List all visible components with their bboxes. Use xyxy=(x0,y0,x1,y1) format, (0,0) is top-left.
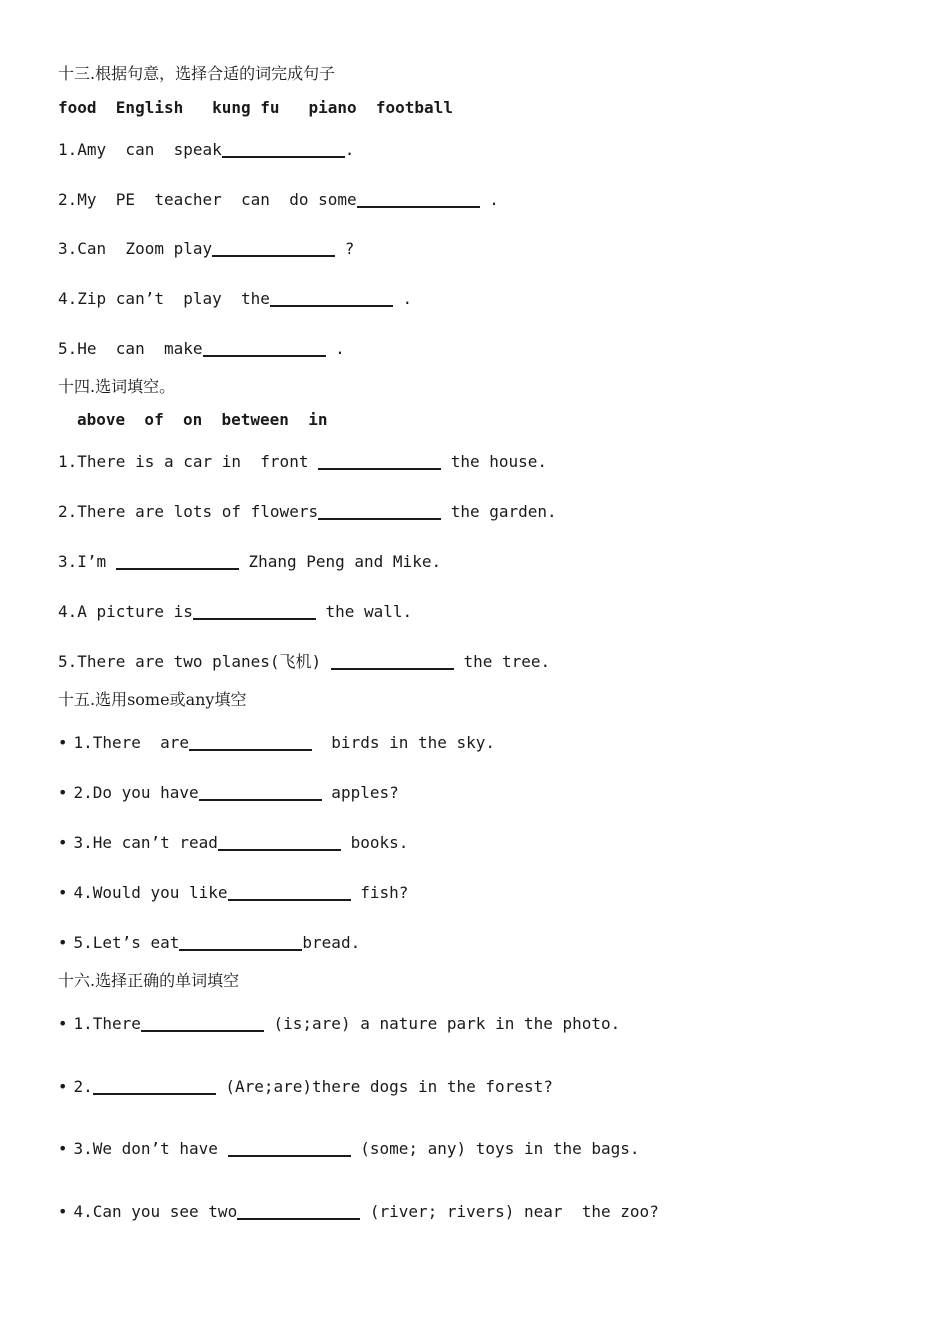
question-text-end: bread. xyxy=(302,933,361,952)
question-text: 3.He can’t read xyxy=(73,833,218,852)
s13-question-2 xyxy=(58,190,499,210)
s13-question-4 xyxy=(58,289,412,309)
s16-question-2 xyxy=(58,1077,553,1097)
question-text-end: (is;are) a nature park in the photo. xyxy=(263,1014,621,1033)
bullet-icon: • xyxy=(58,1014,68,1033)
bullet-icon: • xyxy=(58,833,68,852)
answer-blank[interactable] xyxy=(218,849,341,851)
s15-question-2 xyxy=(58,783,399,803)
bullet-icon: • xyxy=(58,733,68,752)
answer-blank[interactable] xyxy=(203,355,326,357)
answer-blank[interactable] xyxy=(318,468,441,470)
section-15-title: 十五.选用some或any填空 xyxy=(58,690,247,709)
bullet-icon: • xyxy=(58,883,68,902)
question-text-end: books. xyxy=(340,833,409,852)
question-text: 1.There is a car in front xyxy=(58,452,319,471)
question-text: 4.Would you like xyxy=(73,883,228,902)
question-text-end: the garden. xyxy=(441,502,557,521)
s13-question-3 xyxy=(58,239,354,259)
question-text: 5.Let’s eat xyxy=(73,933,180,952)
answer-blank[interactable] xyxy=(93,1093,216,1095)
answer-blank[interactable] xyxy=(193,618,316,620)
question-text: 4.Can you see two xyxy=(73,1202,238,1221)
answer-blank[interactable] xyxy=(222,156,345,158)
s15-question-1 xyxy=(58,733,495,753)
s14-question-3 xyxy=(58,552,441,572)
s16-question-3 xyxy=(58,1139,640,1159)
s13-question-1 xyxy=(58,140,354,160)
bullet-icon: • xyxy=(58,1202,68,1221)
section-14-title: 十四.选词填空。 xyxy=(58,377,176,396)
question-text: 5.He can make xyxy=(58,339,203,358)
s15-question-5 xyxy=(58,933,360,953)
question-text-end: Zhang Peng and Mike. xyxy=(238,552,442,571)
question-text: 1.There xyxy=(73,1014,141,1033)
question-text-end: the tree. xyxy=(453,652,551,671)
question-text-end: . xyxy=(344,140,355,159)
question-text-end: (some; any) toys in the bags. xyxy=(350,1139,640,1158)
section-14-word-bank: above of on between in xyxy=(77,410,328,429)
section-16-title: 十六.选择正确的单词填空 xyxy=(58,971,240,990)
answer-blank[interactable] xyxy=(270,305,393,307)
question-text: 2.There are lots of flowers xyxy=(58,502,319,521)
question-text-end: fish? xyxy=(350,883,409,902)
question-text: 1.Amy can speak xyxy=(58,140,222,159)
question-text-end: apples? xyxy=(321,783,399,802)
question-text-end: . xyxy=(325,339,345,358)
question-text-end: (river; rivers) near the zoo? xyxy=(360,1202,659,1221)
s15-question-3 xyxy=(58,833,408,853)
question-text: 2. xyxy=(73,1077,93,1096)
question-text: 3.We don’t have xyxy=(73,1139,228,1158)
question-text: 3.I’m xyxy=(58,552,116,571)
section-13-title: 十三.根据句意，选择合适的词完成句子 xyxy=(58,64,336,83)
question-text-end: birds in the sky. xyxy=(312,733,496,752)
bullet-icon: • xyxy=(58,1139,68,1158)
answer-blank[interactable] xyxy=(357,206,480,208)
answer-blank[interactable] xyxy=(189,749,312,751)
answer-blank[interactable] xyxy=(237,1218,360,1220)
question-text-end: the house. xyxy=(441,452,548,471)
question-text-end: ? xyxy=(335,239,355,258)
s16-question-4 xyxy=(58,1202,659,1222)
question-text: 3.Can Zoom play xyxy=(58,239,213,258)
question-text-end: (Are;are)there dogs in the forest? xyxy=(215,1077,553,1096)
s14-question-1 xyxy=(58,452,547,472)
s14-question-5 xyxy=(58,652,550,672)
answer-blank[interactable] xyxy=(199,799,322,801)
s14-question-2 xyxy=(58,502,557,522)
answer-blank[interactable] xyxy=(228,1155,351,1157)
answer-blank[interactable] xyxy=(179,949,302,951)
section-13-word-bank: food English kung fu piano football xyxy=(58,98,453,117)
answer-blank[interactable] xyxy=(318,518,441,520)
question-text: 4.Zip can’t play the xyxy=(58,289,270,308)
answer-blank[interactable] xyxy=(212,255,335,257)
question-text: 4.A picture is xyxy=(58,602,193,621)
s13-question-5 xyxy=(58,339,345,359)
answer-blank[interactable] xyxy=(116,568,239,570)
bullet-icon: • xyxy=(58,1077,68,1096)
s16-question-1 xyxy=(58,1014,620,1034)
s14-question-4 xyxy=(58,602,412,622)
bullet-icon: • xyxy=(58,783,68,802)
question-text: 2.My PE teacher can do some xyxy=(58,190,357,209)
answer-blank[interactable] xyxy=(228,899,351,901)
question-text: 1.There are xyxy=(73,733,190,752)
question-text-end: . xyxy=(392,289,413,308)
s15-question-4 xyxy=(58,883,408,903)
answer-blank[interactable] xyxy=(141,1030,264,1032)
answer-blank[interactable] xyxy=(331,668,454,670)
question-text: 5.There are two planes(飞机) xyxy=(58,652,331,671)
question-text-end: . xyxy=(479,190,499,209)
bullet-icon: • xyxy=(58,933,68,952)
question-text-end: the wall. xyxy=(315,602,413,621)
question-text: 2.Do you have xyxy=(73,783,199,802)
